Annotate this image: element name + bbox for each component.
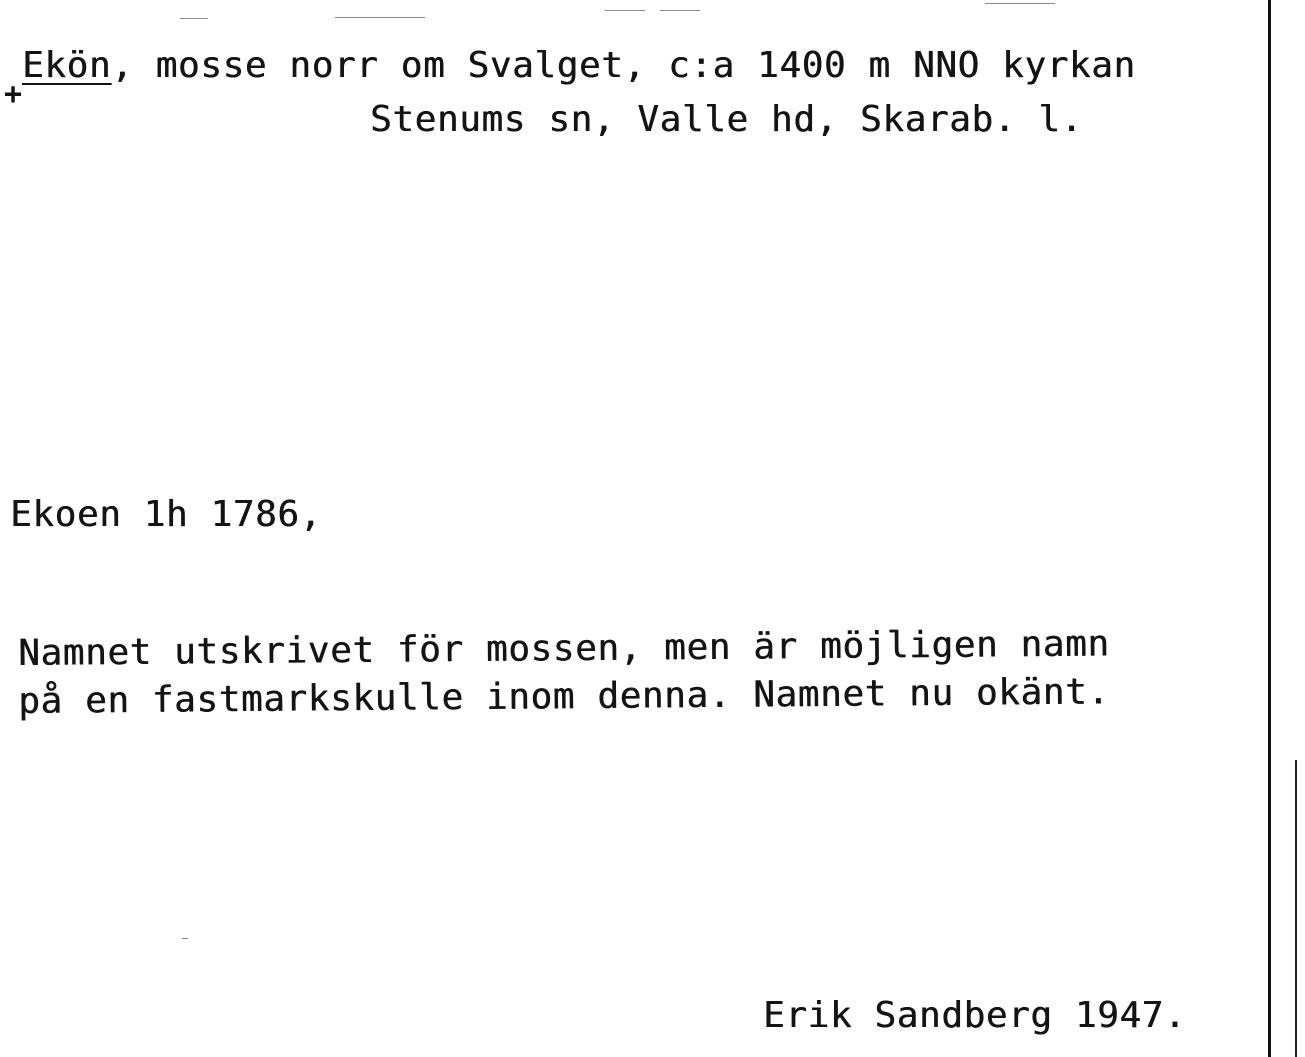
header-line-1-rest: , mosse norr om Svalget, c:a 1400 m NNO kyrkan: [111, 45, 1136, 86]
header-line-2: Stenums sn, Valle hd, Skarab. l.: [370, 99, 1083, 140]
dagger-mark: +: [4, 77, 23, 112]
card-edge-line-lower: [1295, 760, 1297, 1057]
headword: Ekön: [22, 45, 112, 86]
card-edge-line: [1268, 0, 1271, 1057]
header-line-1: [22, 45, 1136, 86]
signature: Erik Sandberg 1947.: [763, 995, 1187, 1036]
note-line-1: Namnet utskrivet för mossen, men är möjligen namn: [17, 623, 1110, 674]
source-line: Ekoen 1h 1786,: [10, 494, 322, 535]
note-line-2: på en fastmarkskulle inom denna. Namnet nu okänt.: [17, 671, 1110, 722]
